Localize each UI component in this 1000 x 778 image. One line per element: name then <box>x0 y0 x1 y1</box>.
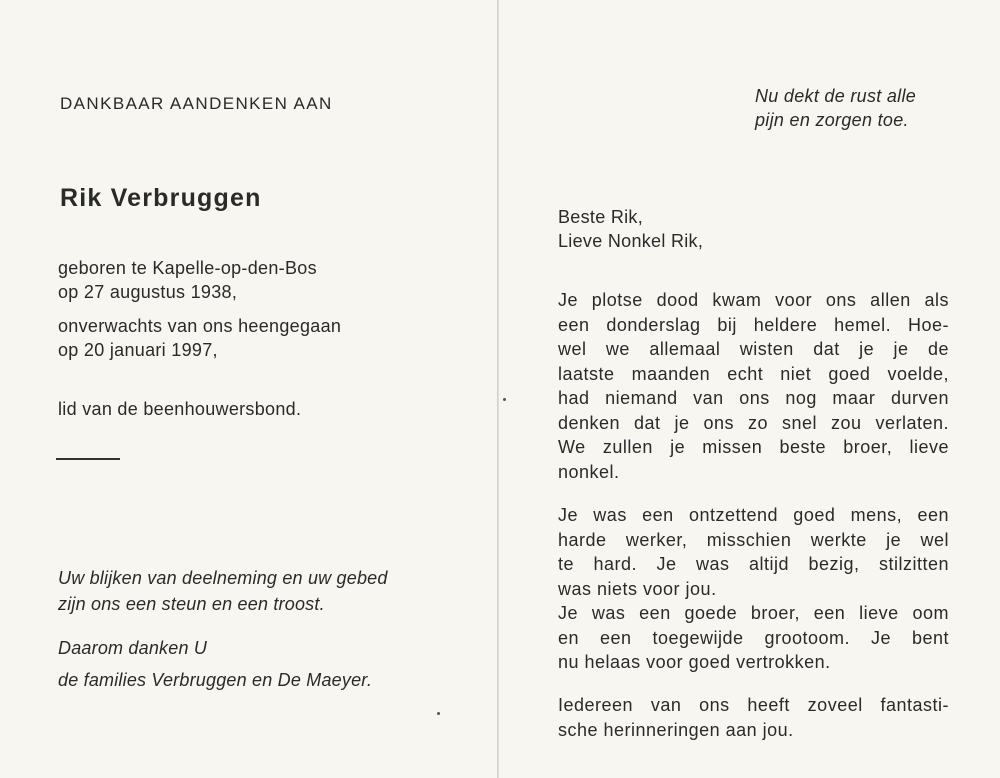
card-fold <box>497 0 499 778</box>
paragraph-line: wel we allemaal wisten dat je je de <box>558 339 949 359</box>
paragraph-line: had niemand van ons nog maar durven <box>558 388 949 408</box>
motto-line-2: pijn en zorgen toe. <box>755 110 909 130</box>
card-heading: DANKBAAR AANDENKEN AAN <box>60 94 333 113</box>
speck <box>503 398 506 401</box>
paragraph-line: denken dat je ons zo snel zou verlaten. <box>558 412 949 433</box>
paragraph-3 <box>558 693 949 742</box>
paragraph-line: Je was een ontzettend goed mens, een <box>558 505 949 525</box>
deceased-name: Rik Verbruggen <box>60 184 262 212</box>
paragraph-line: te hard. Je was altijd bezig, stilzitten <box>558 554 949 574</box>
paragraph-line: Je plotse dood kwam voor ons allen als <box>558 290 949 310</box>
salutation-2: Lieve Nonkel Rik, <box>558 231 704 251</box>
speck <box>437 712 440 715</box>
thanks-line-3: Daarom danken U <box>58 638 208 658</box>
birth-place: geboren te Kapelle-op-den-Bos <box>58 258 317 278</box>
paragraph-line: Iedereen van ons heeft zoveel fantasti- <box>558 695 949 715</box>
paragraph-line: sche herinneringen aan jou. <box>558 719 794 740</box>
paragraph-line: We zullen je missen beste broer, lieve <box>558 437 949 457</box>
paragraph-line: harde werker, misschien werkte je wel <box>558 529 949 550</box>
paragraph-2 <box>558 503 949 675</box>
left-page <box>0 0 497 778</box>
paragraph-line: een donderslag bij heldere hemel. Hoe- <box>558 314 949 335</box>
separator-line <box>56 458 120 460</box>
death-notice: onverwachts van ons heengegaan <box>58 316 342 336</box>
paragraph-line: was niets voor jou. <box>558 578 717 599</box>
paragraph-1 <box>558 288 949 484</box>
paragraph-line: laatste maanden echt niet goed voelde, <box>558 363 949 384</box>
right-page <box>500 0 1000 778</box>
membership: lid van de beenhouwersbond. <box>58 399 302 419</box>
family-signature: de families Verbruggen en De Maeyer. <box>58 670 373 690</box>
salutation-1: Beste Rik, <box>558 207 644 227</box>
paragraph-line: Je was een goede broer, een lieve oom <box>558 603 949 623</box>
paragraph-line: nonkel. <box>558 461 620 482</box>
thanks-line-1: Uw blijken van deelneming en uw gebed <box>58 568 388 588</box>
birth-date: op 27 augustus 1938, <box>58 282 238 302</box>
death-date: op 20 januari 1997, <box>58 340 218 360</box>
motto-line-1: Nu dekt de rust alle <box>755 86 917 106</box>
thanks-line-2: zijn ons een steun en een troost. <box>58 594 325 614</box>
paragraph-line: en een toegewijde grootoom. Je bent <box>558 627 949 648</box>
paragraph-line: nu helaas voor goed vertrokken. <box>558 652 831 672</box>
